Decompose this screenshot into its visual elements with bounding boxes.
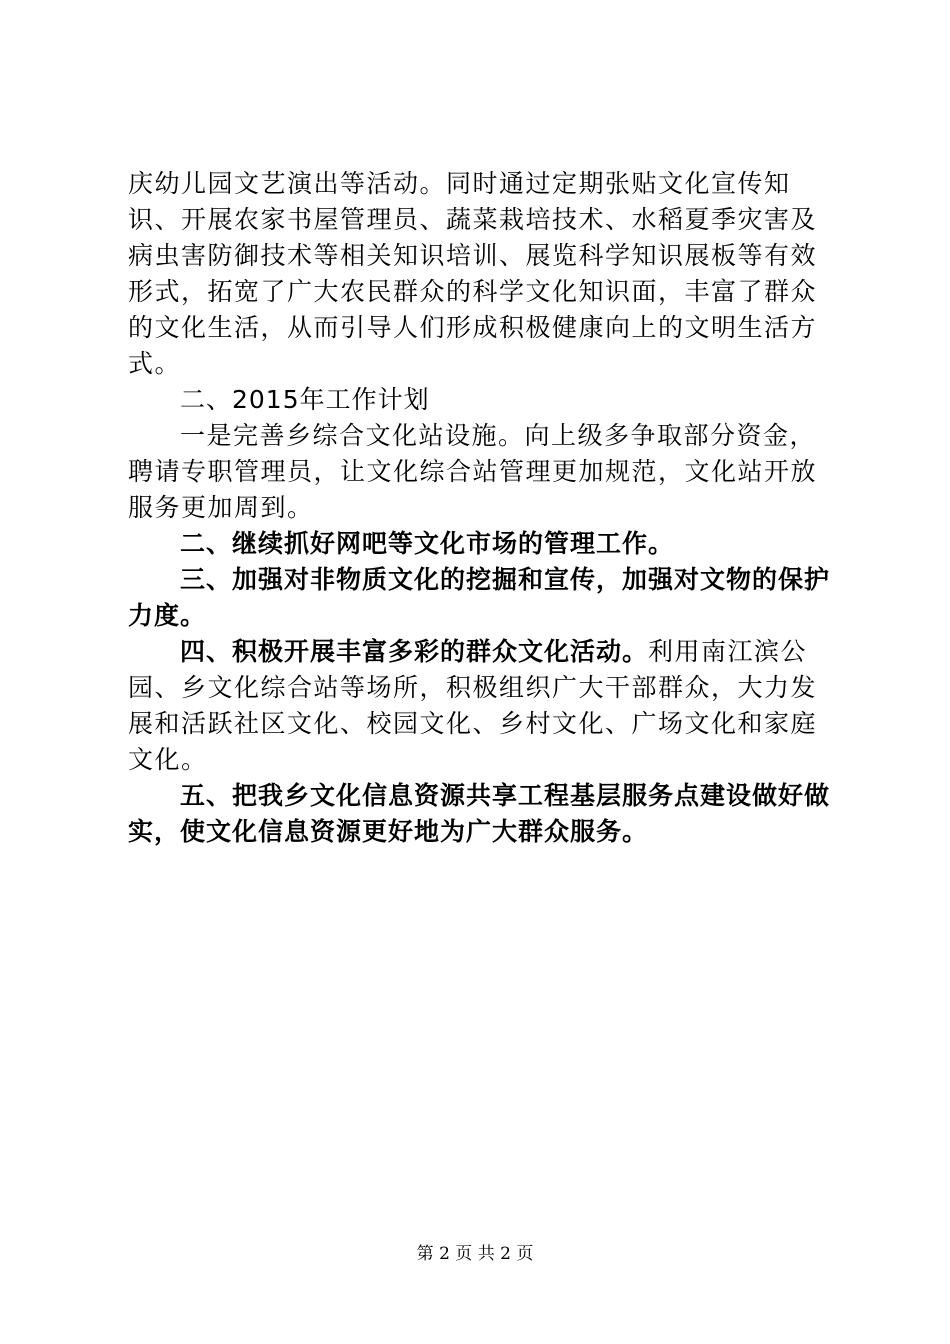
paragraph-plan-item-1: 一是完善乡综合文化站设施。向上级多争取部分资金，聘请专职管理员，让文化综合站管理更加规范，文化站开放服务更加周到。 [128,421,818,522]
paragraph-plan-item-4 [128,634,836,778]
paragraph-plan-item-5: 五、把我乡文化信息资源共享工程基层服务点建设做好做实，使文化信息资源更好地为广大群众服务。 [128,781,831,846]
paragraph-plan-item-2: 二、继续抓好网吧等文化市场的管理工作。 [180,529,675,558]
section-heading-2015-plan: 二、2015年工作计划 [180,385,430,414]
page-footer: 第 2 页 共 2 页 [416,1244,534,1264]
plan-item-4-lead: 四、积极开展丰富多彩的群众文化活动。 [180,637,649,666]
paragraph-activities-summary: 庆幼儿园文艺演出等活动。同时通过定期张贴文化宣传知识、开展农家书屋管理员、蔬菜栽培技术、水稻夏季灾害及病虫害防御技术等相关知识培训、展览科学知识展板等有效形式，拓宽了广大农民群众的科学文化知识面，丰富了群众的文化生活，从而引导人们形成积极健康向上的文明生活方式。 [128,169,818,378]
paragraph-plan-item-3: 三、加强对非物质文化的挖掘和宣传，加强对文物的保护力度。 [128,565,831,630]
plan-item-4-detail: 利用南江滨公园、乡文化综合站等场所，积极组织广大干部群众，大力发展和活跃社区文化、校园文化、乡村文化、广场文化和家庭文化。 [128,637,818,774]
document-body [128,166,836,850]
